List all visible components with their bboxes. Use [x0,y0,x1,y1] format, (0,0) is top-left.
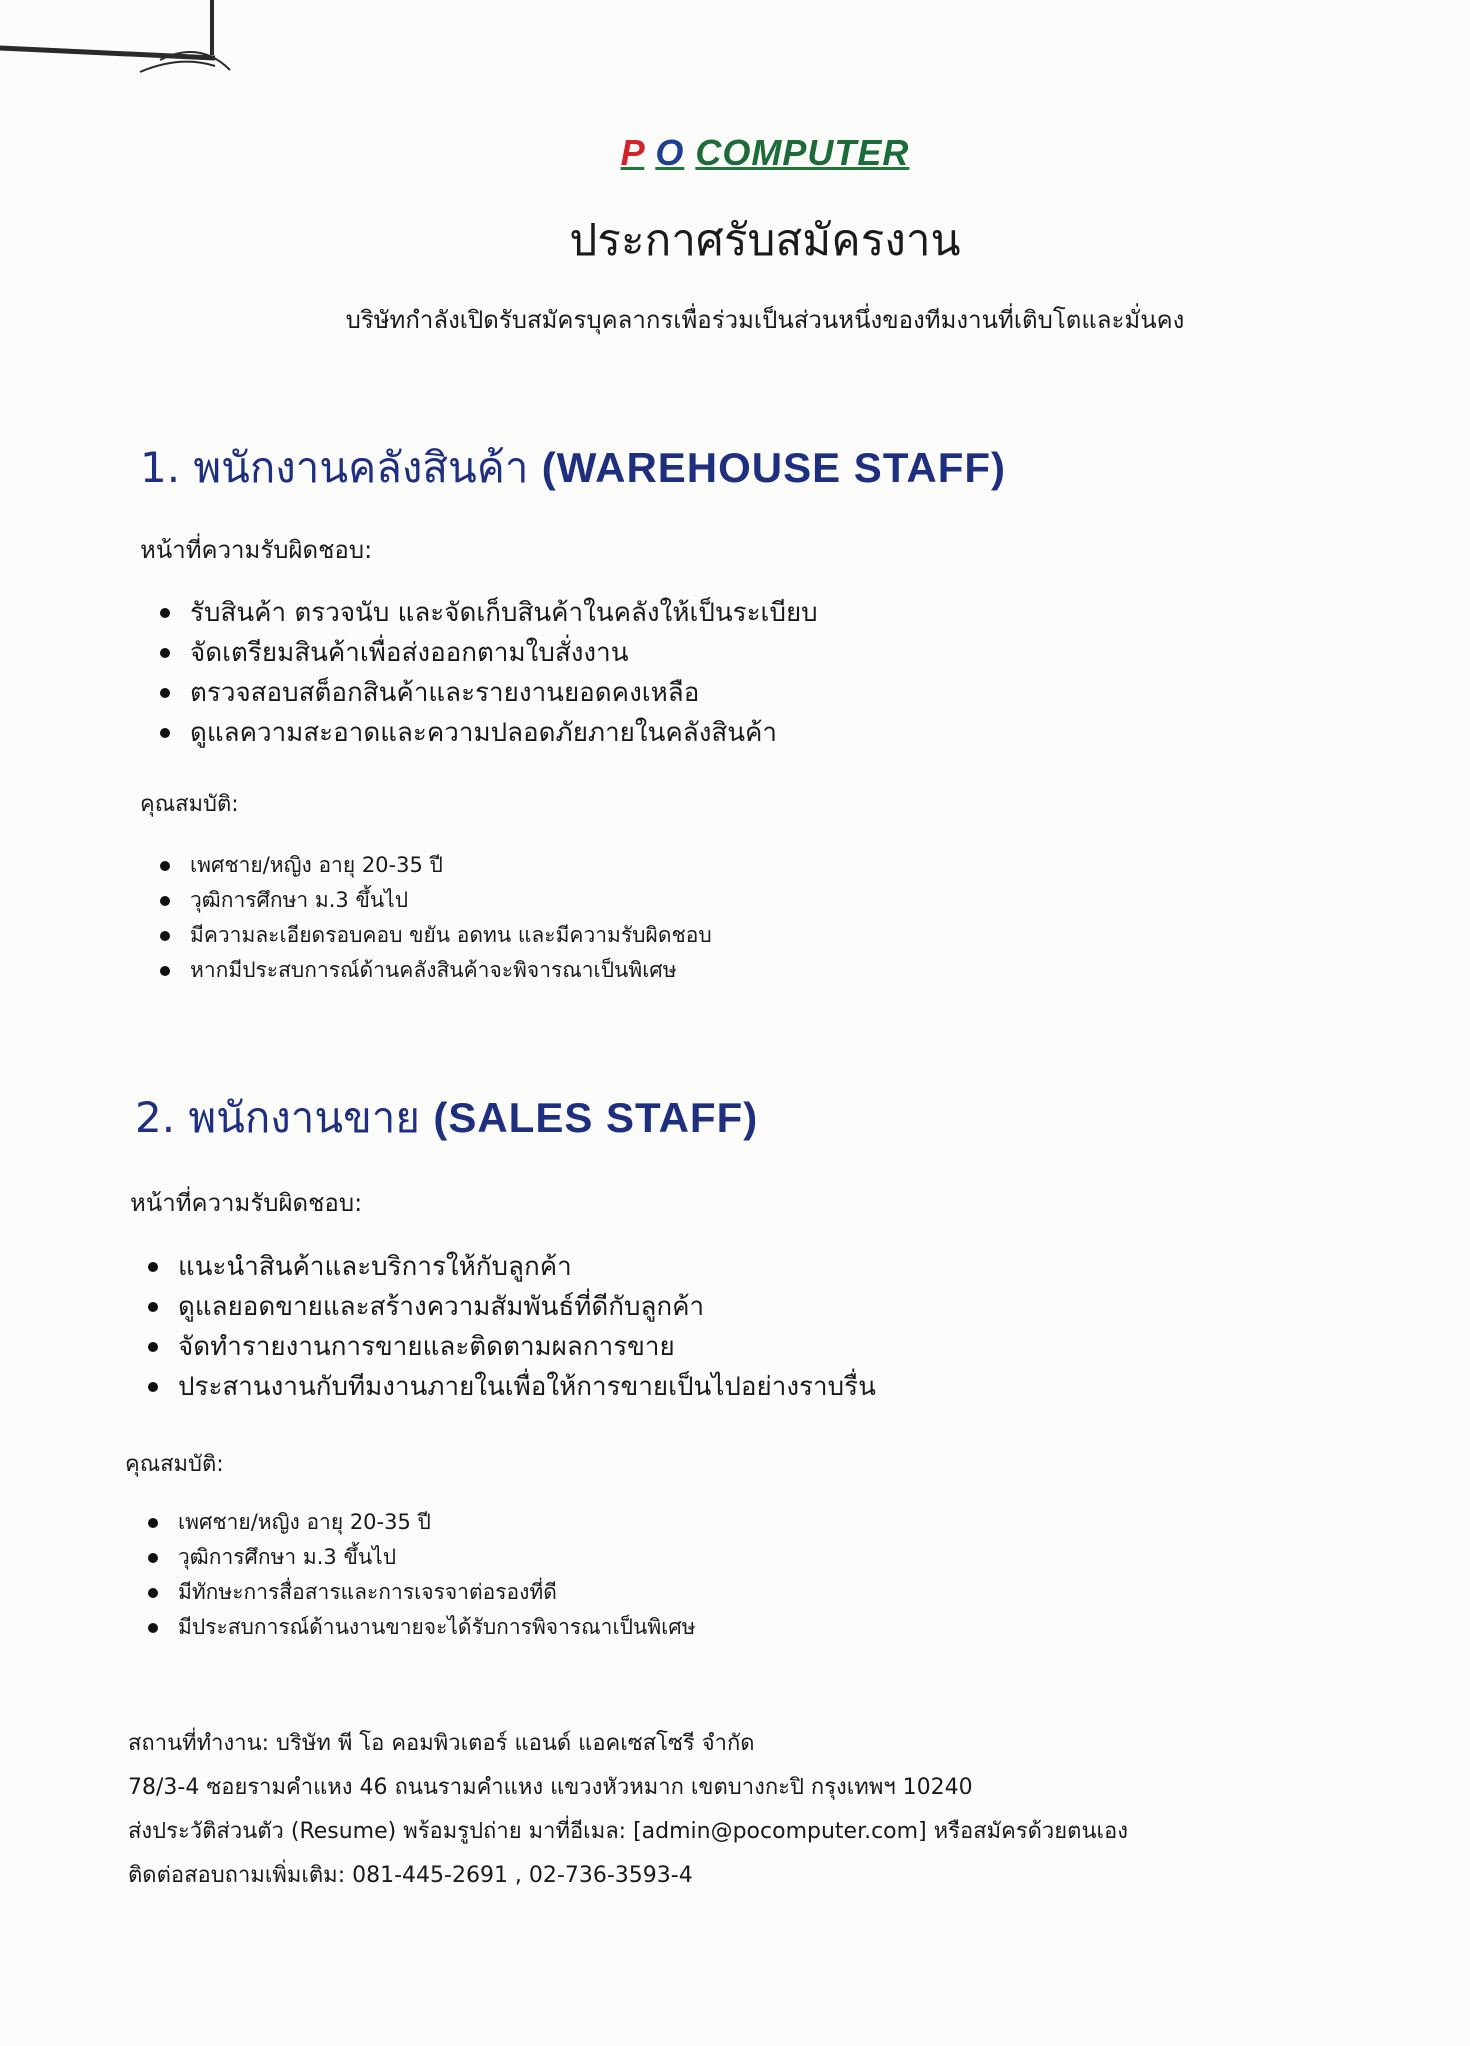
contact-info [128,1722,1128,1898]
bullet-icon [148,1382,158,1392]
list-item: หากมีประสบการณ์ด้านคลังสินค้าจะพิจารณาเป็นพิเศษ [160,953,712,988]
logo-word-computer: COMPUTER [695,132,910,173]
qualifications-list-warehouse [160,848,712,988]
workplace-line: สถานที่ทำงาน: บริษัท พี โอ คอมพิวเตอร์ แอนด์ แอคเซสโซรี จำกัด [128,1731,755,1756]
bullet-icon [148,1302,158,1312]
logo-letter-o: O [655,132,685,173]
list-item: ดูแลความสะอาดและความปลอดภัยภายในคลังสินค้า [160,713,818,753]
bullet-icon [160,931,170,941]
bullet-icon [160,608,170,618]
section-title-th: พนักงานคลังสินค้า [193,443,529,492]
page-title: ประกาศรับสมัครงาน [569,215,961,266]
address-line: 78/3-4 ซอยรามคำแหง 46 ถนนรามคำแหง แขวงหัวหมาก เขตบางกะปิ กรุงเทพฯ 10240 [128,1775,973,1800]
list-item: มีความละเอียดรอบคอบ ขยัน อดทน และมีความรับผิดชอบ [160,918,712,953]
bullet-icon [160,688,170,698]
staple-icon [0,0,240,90]
duties-label: หน้าที่ความรับผิดชอบ: [140,536,373,564]
list-item: เพศชาย/หญิง อายุ 20-35 ปี [148,1505,696,1540]
list-item: รับสินค้า ตรวจนับ และจัดเก็บสินค้าในคลังให้เป็นระเบียบ [160,593,818,633]
bullet-icon [160,966,170,976]
bullet-icon [148,1623,158,1633]
list-item: ตรวจสอบสต็อกสินค้าและรายงานยอดคงเหลือ [160,673,818,713]
resume-line: ส่งประวัติส่วนตัว (Resume) พร้อมรูปถ่าย มาที่อีเมล: [admin@pocomputer.com] หรือสมัครด้วยตนเอง [128,1819,1128,1844]
duties-label: หน้าที่ความรับผิดชอบ: [130,1189,363,1217]
duties-list-warehouse [160,593,818,753]
list-item: มีทักษะการสื่อสารและการเจรจาต่อรองที่ดี [148,1575,696,1610]
section-title-en: (WAREHOUSE STAFF) [541,444,1006,491]
bullet-icon [148,1518,158,1528]
section-title-en: (SALES STAFF) [433,1094,759,1141]
qualifications-label: คุณสมบัติ: [140,792,239,817]
list-item: จัดเตรียมสินค้าเพื่อส่งออกตามใบสั่งงาน [160,633,818,673]
list-item: วุฒิการศึกษา ม.3 ขึ้นไป [160,883,712,918]
list-item: ประสานงานกับทีมงานภายในเพื่อให้การขายเป็นไปอย่างราบรื่น [148,1367,876,1407]
bullet-icon [160,896,170,906]
bullet-icon [148,1588,158,1598]
bullet-icon [148,1262,158,1272]
bullet-icon [160,728,170,738]
contact-phone-line: ติดต่อสอบถามเพิ่มเติม: 081-445-2691 , 02-736-3593-4 [128,1863,693,1888]
logo-letter-p: P [620,132,645,173]
section-number: 1. [140,443,181,492]
page-subtitle: บริษัทกำลังเปิดรับสมัครบุคลากรเพื่อร่วมเป็นส่วนหนึ่งของทีมงานที่เติบโตและมั่นคง [345,306,1185,334]
list-item: วุฒิการศึกษา ม.3 ขึ้นไป [148,1540,696,1575]
company-logo [0,132,1470,174]
bullet-icon [160,648,170,658]
duties-list-sales [148,1247,876,1407]
qualifications-label: คุณสมบัติ: [125,1452,224,1477]
section-title-sales [135,1085,758,1151]
list-item: มีประสบการณ์ด้านงานขายจะได้รับการพิจารณาเป็นพิเศษ [148,1610,696,1645]
bullet-icon [160,861,170,871]
list-item: ดูแลยอดขายและสร้างความสัมพันธ์ที่ดีกับลูกค้า [148,1287,876,1327]
bullet-icon [148,1553,158,1563]
section-title-warehouse [140,435,1006,501]
section-title-th: พนักงานขาย [188,1093,420,1142]
qualifications-list-sales [148,1505,696,1645]
bullet-icon [148,1342,158,1352]
section-number: 2. [135,1093,176,1142]
list-item: จัดทำรายงานการขายและติดตามผลการขาย [148,1327,876,1367]
list-item: แนะนำสินค้าและบริการให้กับลูกค้า [148,1247,876,1287]
list-item: เพศชาย/หญิง อายุ 20-35 ปี [160,848,712,883]
